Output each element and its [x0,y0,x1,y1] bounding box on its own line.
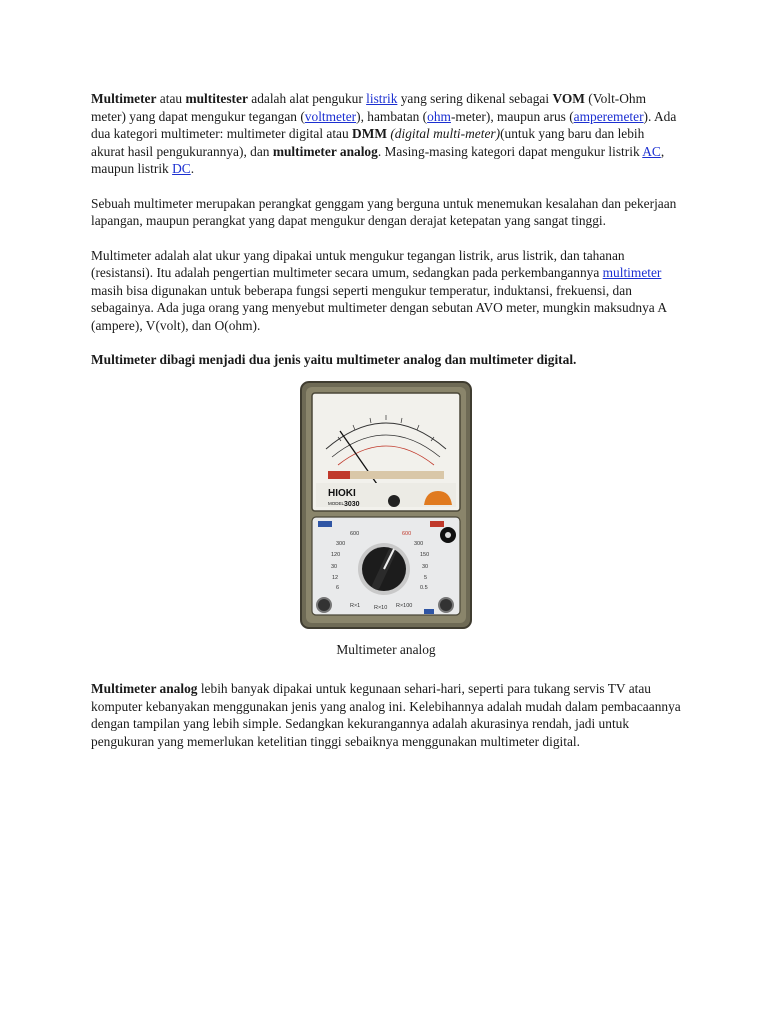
model-label-text: MODEL [328,500,345,506]
dial-label: R×100 [396,602,413,609]
term-multimeter-analog: multimeter analog [272,143,378,159]
term-dmm: DMM [352,126,387,141]
term-vom: VOM [552,91,585,106]
dial-label: R×1 [350,602,361,609]
link-dc[interactable]: DC [172,161,191,176]
term-multimeter-analog: Multimeter analog [91,681,198,696]
text: atau [156,91,186,106]
dial-label: 5 [424,574,428,581]
term-multimeter: Multimeter [91,91,157,106]
dial-label: 150 [420,551,430,558]
figure-analog-multimeter [91,379,681,631]
link-ac[interactable]: AC [642,143,661,159]
figure-caption: Multimeter analog [336,641,436,657]
dial-label: 300 [414,540,424,547]
document-body [91,90,681,767]
paragraph-types [91,351,681,369]
dial-label: 30 [331,563,338,570]
text: (Volt-Ohm meter) yang dapat mengukur tegangan ( [91,91,647,124]
link-voltmeter[interactable]: voltmeter [304,108,357,124]
term-multitester: multitester [185,91,248,106]
dial-label: 120 [331,551,341,558]
text: . Masing-masing kategori dapat mengukur listrik [377,143,643,159]
com-jack[interactable] [317,598,331,612]
link-ohm[interactable]: ohm [427,108,451,124]
paragraph-intro [91,90,681,178]
text: masih bisa digunakan untuk beberapa fungsi seperti mengukur temperatur, induktansi, frekuensi, dan sebagainya. Ada juga orang yang menyebut multimeter dengan sebutan AVO meter, mungkin maksudnya A (ampere), V(volt), dan O(ohm). [91,282,667,333]
paragraph-handheld: Sebuah multimeter merupakan perangkat genggam yang berguna untuk menemukan kesalahan dan pekerjaan lapangan, maupun perangkat yang dapat mengukur dengan derajat ketepatan yang sangat tinggi. [91,195,677,228]
dial-label: 0.5 [420,584,428,591]
text: . [190,161,195,176]
dial-label: 600 [350,530,360,537]
dial-label: 30 [422,563,429,570]
text: -meter), maupun arus ( [450,108,574,124]
text: , maupun listrik [91,143,665,176]
paragraph-definition [91,247,681,335]
link-amperemeter[interactable]: amperemeter [573,108,644,124]
model-text: 3030 [344,500,360,508]
link-listrik[interactable]: listrik [366,91,398,106]
dial-label: 12 [332,574,339,581]
dial-label: 300 [336,540,346,547]
text: ), hambatan ( [356,108,428,124]
link-multimeter[interactable]: multimeter [602,265,662,280]
dial-label: R×10 [374,604,388,611]
types-heading: Multimeter dibagi menjadi dua jenis yaitu multimeter analog dan multimeter digital. [91,352,577,367]
analog-multimeter-image [298,379,474,631]
text: Multimeter adalah alat ukur yang dipakai untuk mengukur tegangan listrik, arus listrik, dan tahanan (resistansi). Itu adalah pengertian multimeter secara umum, sedangkan pada perkembangannya [91,247,625,280]
zero-adjust-knob[interactable] [388,495,400,507]
text: adalah alat pengukur [247,91,367,106]
text: yang sering dikenal sebagai [397,91,553,106]
dial-label: 600 [402,530,412,537]
dial-label: 6 [336,584,340,591]
text: (untuk yang baru dan lebih akurat hasil pengukurannya), dan [91,126,645,159]
brand-text: HIOKI [328,487,356,499]
text: lebih banyak dipakai untuk kegunaan sehari-hari, seperti para tukang servis TV atau komputer kebanyakan menggunakan jenis yang analog ini. Kelebihannya adalah mudah dalam pembacaannya dengan tampilan yang lebih simple. Sedangkan kekurangannya adalah akurasinya rendah, jadi untuk pengukuran yang memerlukan ketelitian tinggi sebaiknya menggunakan multimeter digital. [91,681,681,749]
positive-jack[interactable] [439,598,453,612]
text: ). Ada dua kategori multimeter: multimeter digital atau [91,108,677,141]
paragraph-analog [91,680,681,750]
term-digital-multimeter: (digital multi-meter) [387,126,501,141]
